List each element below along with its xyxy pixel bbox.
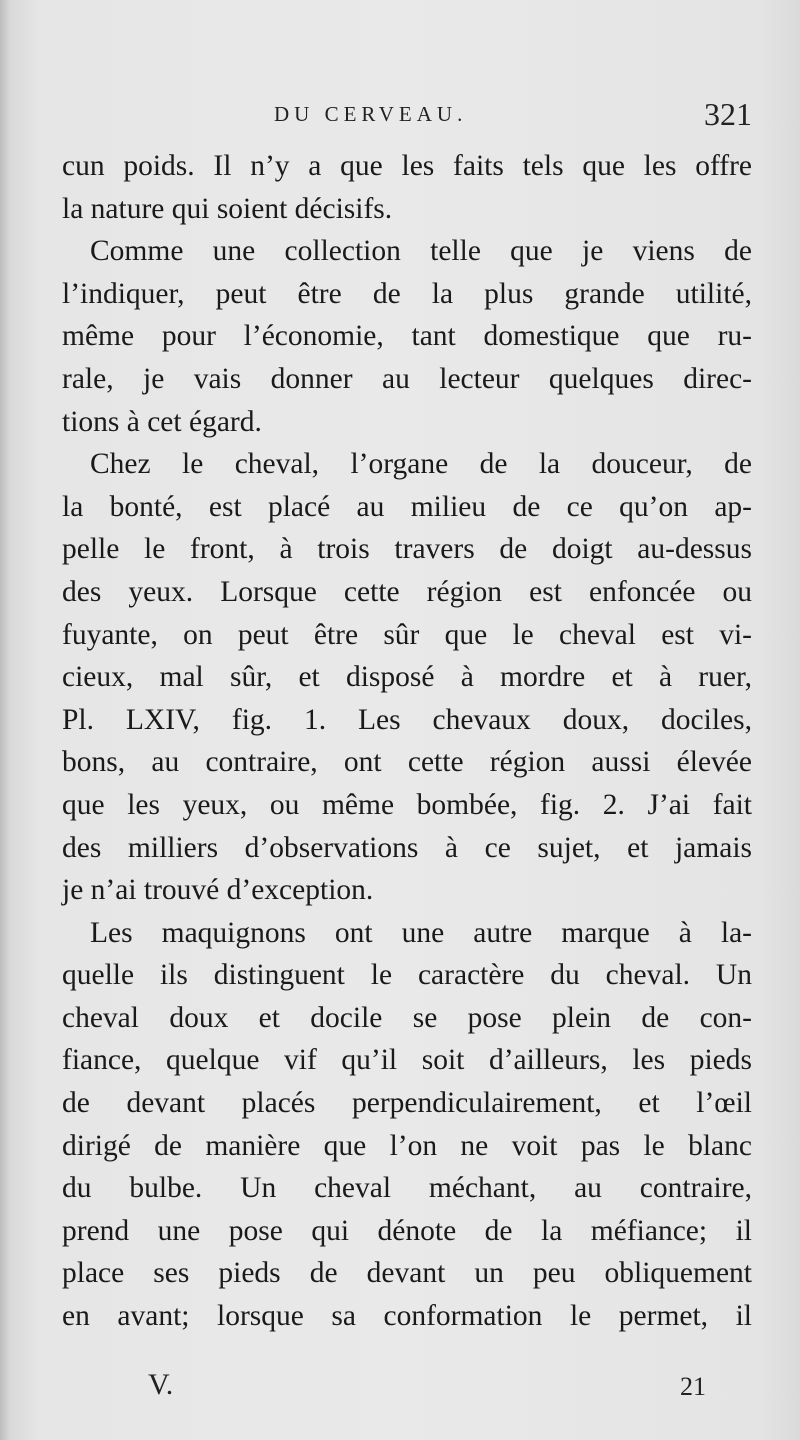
text-line: cheval doux et docile se pose plein de con- xyxy=(62,1001,752,1034)
text-line: même pour l’économie, tant domestique que ru- xyxy=(62,320,752,353)
gathering-number: 21 xyxy=(680,1372,706,1401)
page-number: 321 xyxy=(704,96,752,132)
page-footer xyxy=(62,1368,752,1408)
text-line: rale, je vais donner au lecteur quelques direc- xyxy=(62,362,752,395)
text-line: des milliers d’observations à ce sujet, et jamais xyxy=(62,831,752,864)
text-line: la nature qui soient décisifs. xyxy=(62,192,393,225)
running-head: DU CERVEAU. xyxy=(274,102,468,126)
text-line: Pl. LXIV, fig. 1. Les chevaux doux, dociles, xyxy=(62,703,752,736)
text-line: dirigé de manière que l’on ne voit pas le blanc xyxy=(62,1129,752,1162)
text-line: du bulbe. Un cheval méchant, au contraire, xyxy=(62,1172,752,1205)
body-text xyxy=(62,145,752,1338)
text-line: prend une pose qui dénote de la méfiance; il xyxy=(62,1214,752,1247)
text-line: des yeux. Lorsque cette région est enfoncée ou xyxy=(62,575,752,608)
text-line: Comme une collection telle que je viens de xyxy=(90,235,752,268)
text-line: Chez le cheval, l’organe de la douceur, de xyxy=(90,448,752,481)
text-line: place ses pieds de devant un peu obliquement xyxy=(62,1257,752,1290)
text-line: Les maquignons ont une autre marque à la- xyxy=(90,916,752,949)
text-line: bons, au contraire, ont cette région aussi élevée xyxy=(62,746,752,779)
text-line: cun poids. Il n’y a que les faits tels que les offre xyxy=(62,150,752,182)
text-line: de devant placés perpendiculairement, et l’œil xyxy=(62,1087,752,1120)
page-header xyxy=(62,96,752,140)
text-line: tions à cet égard. xyxy=(62,405,262,438)
signature-mark: V. xyxy=(148,1368,174,1401)
text-line: fuyante, on peut être sûr que le cheval est vi- xyxy=(62,618,752,651)
text-line: l’indiquer, peut être de la plus grande utilité, xyxy=(62,277,752,310)
text-line: cieux, mal sûr, et disposé à mordre et à ruer, xyxy=(62,661,752,694)
text-line: fiance, quelque vif qu’il soit d’ailleurs, les pieds xyxy=(62,1044,752,1077)
text-line: la bonté, est placé au milieu de ce qu’on ap- xyxy=(62,490,752,523)
text-line: je n’ai trouvé d’exception. xyxy=(62,874,374,907)
text-line: quelle ils distinguent le caractère du cheval. Un xyxy=(62,959,752,992)
text-line: que les yeux, ou même bombée, fig. 2. J’ai fait xyxy=(62,788,752,821)
text-line: pelle le front, à trois travers de doigt au-dessus xyxy=(62,533,752,566)
text-line: en avant; lorsque sa conformation le permet, il xyxy=(62,1300,752,1333)
